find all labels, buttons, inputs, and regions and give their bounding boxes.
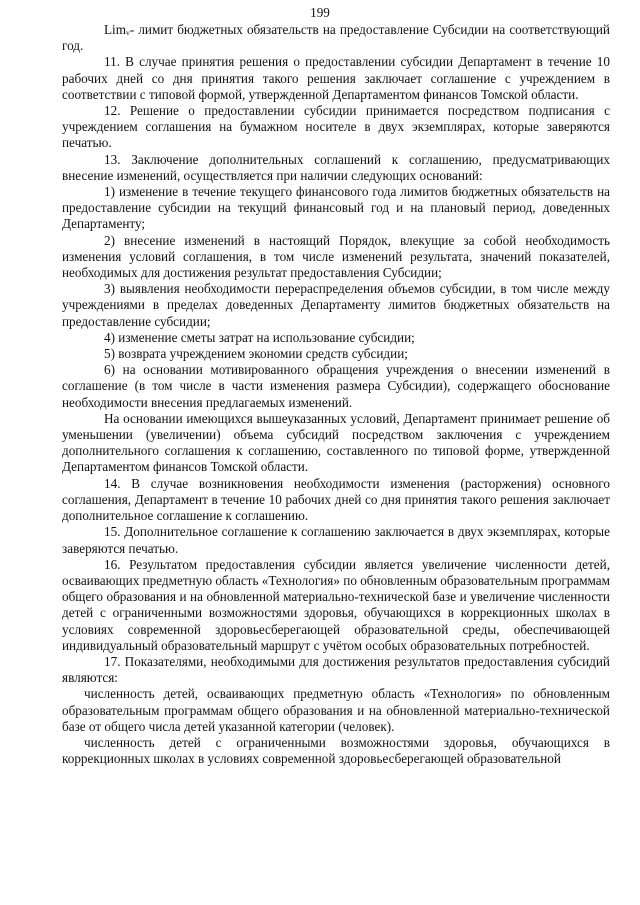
list-item-13-3: 3) выявления необходимости перераспределения объемов субсидии, в том числе между учреждениями в пределах доведенных Департаменту лимитов бюджетных обязательств на предоставление субсидии;: [62, 281, 610, 329]
paragraph-13: 13. Заключение дополнительных соглашений к соглашению, предусматривающих внесение изменений, осуществляется при наличии следующих оснований:: [62, 151, 610, 183]
document-body: [62, 22, 610, 767]
paragraph-12: 12. Решение о предоставлении субсидии принимается посредством подписания с учреждением соглашения на бумажном носителе в двух экземплярах, которые заверяются печатью.: [62, 103, 610, 151]
list-item-13-5: 5) возврата учреждением экономии средств субсидии;: [104, 346, 408, 362]
list-item-13-1: 1) изменение в течение текущего финансового года лимитов бюджетных обязательств на предоставление субсидии на текущий финансовый год и на плановый период, доведенных Департаменту;: [62, 184, 610, 232]
paragraph-14: 14. В случае возникновения необходимости изменения (расторжения) основного соглашения, Департамент в течение 10 рабочих дней со дня принятия такого решения заключает дополнительное соглашение к соглашению.: [62, 475, 610, 524]
paragraph-lim-definition: Limᵥ- лимит бюджетных обязательств на предоставление Субсидии на соответствующий год.: [62, 22, 610, 54]
list-item-13-6: 6) на основании мотивированного обращения учреждения о внесении изменений в соглашение (в том числе в части изменения размера Субсидии), содержащего обоснование необходимости внесения предлагаемых изменений.: [62, 362, 610, 410]
paragraph-15: 15. Дополнительное соглашение к соглашению заключается в двух экземплярах, которые заверяются печатью.: [62, 524, 610, 556]
paragraph-11: 11. В случае принятия решения о предоставлении субсидии Департамент в течение 10 рабочих дней со дня принятия такого решения заключает соглашение с учреждением в соответствии с типовой формой, утвержденной Департаментом финансов Томской области.: [62, 54, 610, 102]
paragraph-16: 16. Результатом предоставления субсидии является увеличение численности детей, осваивающих предметную область «Технология» по обновленным образовательным программам общего образования и на обновленной материально-технической базе и увеличение численности детей с ограниченными возможностями здоровья, обучающихся в коррекционных школах в условиях современной здоровьесберегающей образовательной среды, обеспечивающей индивидуальный образовательный маршрут с учётом особых образовательных потребностей.: [62, 556, 610, 653]
indicator-item-1: численность детей, осваивающих предметную область «Технология» по обновленным образовательным программам общего образования и на обновленной материально-технической базе от общего числа детей указанной категории (человек).: [62, 686, 610, 734]
list-item-13-2: 2) внесение изменений в настоящий Порядок, влекущие за собой необходимость изменения условий соглашения, в том числе изменений результата, значений показателей, необходимых для достижения результат предоставления Субсидии;: [62, 232, 610, 281]
indicator-item-2: численность детей с ограниченными возможностями здоровья, обучающихся в коррекционных школах в условиях современной здоровьесберегающей образовательной: [62, 734, 610, 767]
paragraph-13-decision: На основании имеющихся вышеуказанных условий, Департамент принимает решение об уменьшении (увеличении) объема субсидий посредством заключения с учреждением дополнительного соглашения к соглашению, составленного по типовой форме, утвержденной Департаментом финансов Томской области.: [62, 410, 610, 475]
list-item-13-4: 4) изменение сметы затрат на использование субсидии;: [104, 329, 415, 345]
paragraph-17: 17. Показателями, необходимыми для достижения результатов предоставления субсидий являются:: [62, 653, 610, 686]
page-number: 199: [310, 5, 330, 20]
